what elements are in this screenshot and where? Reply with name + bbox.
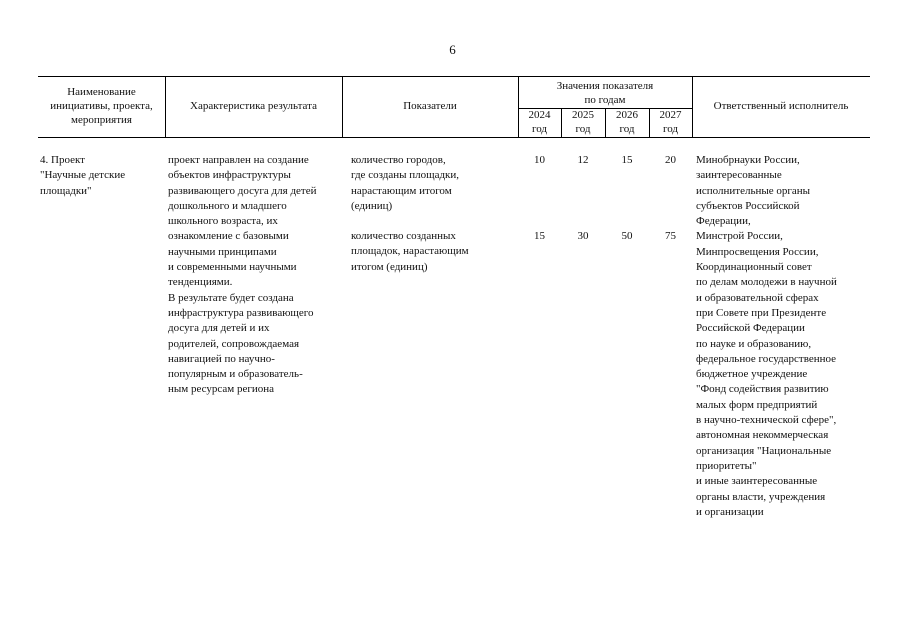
indicator-1-value-2024: 10 — [534, 154, 545, 166]
indicator-2-value-2024: 15 — [534, 230, 545, 242]
header-bottom-rule — [38, 137, 870, 138]
indicator-1-label: количество городов, где созданы площадки, нарастающим итогом (единиц) — [351, 154, 460, 212]
indicator-2-value-2027: 75 — [665, 230, 676, 242]
indicator-2-value-2026: 50 — [621, 230, 633, 242]
result-description: проект направлен на создание объектов инфраструктуры развивающего досуга для детей дошкольного и младшего школьного возраста, их ознакомление с базовыми научными принципами и современными научными тенденциями. В результате будет создана инфраструктура развивающего досуга для детей и их родителей, сопровождаемая навигацией по научно- популярным и образователь- ным ресурсам региона — [168, 154, 317, 396]
table-top-rule — [38, 76, 870, 77]
header-year-2025: 2025 год — [572, 109, 594, 135]
header-values: Значения показателя по годам — [556, 80, 654, 106]
indicator-1-value-2027: 20 — [665, 154, 676, 166]
header-year-2026: 2026 год — [616, 109, 638, 135]
header-initiative: Наименование инициативы, проекта, мероприятия — [50, 86, 153, 126]
indicator-2-label: количество созданных площадок, нарастающим итогом (единиц) — [351, 230, 469, 273]
header-year-2027: 2027 год — [659, 109, 682, 135]
header-responsible: Ответственный исполнитель — [713, 100, 849, 112]
header-year-2024: 2024 год — [528, 109, 551, 135]
indicator-1-value-2026: 15 — [621, 154, 633, 166]
indicator-1-value-2025: 12 — [577, 154, 589, 166]
page-number: 6 — [449, 42, 456, 57]
header-result: Характеристика результата — [190, 100, 317, 112]
indicator-2-value-2025: 30 — [577, 230, 589, 242]
header-indicators: Показатели — [403, 100, 457, 112]
initiative-name: 4. Проект "Научные детские площадки" — [40, 154, 126, 197]
responsible-executors: Минобрнауки России, заинтересованные исполнительные органы субъектов Российской Федерации, Минстрой России, Минпросвещения России, Координационный совет по делам молодежи в научной и образовательной сферах при Совете при Президенте Российской Федерации по науке и образованию, федеральное государственное бюджетное учреждение "Фонд содействия развитию малых форм предприятий в научно-технической сфере", автономная некоммерческая организация "Национальные приоритеты" и иные заинтересованные органы власти, учреждения и организации — [696, 154, 837, 518]
